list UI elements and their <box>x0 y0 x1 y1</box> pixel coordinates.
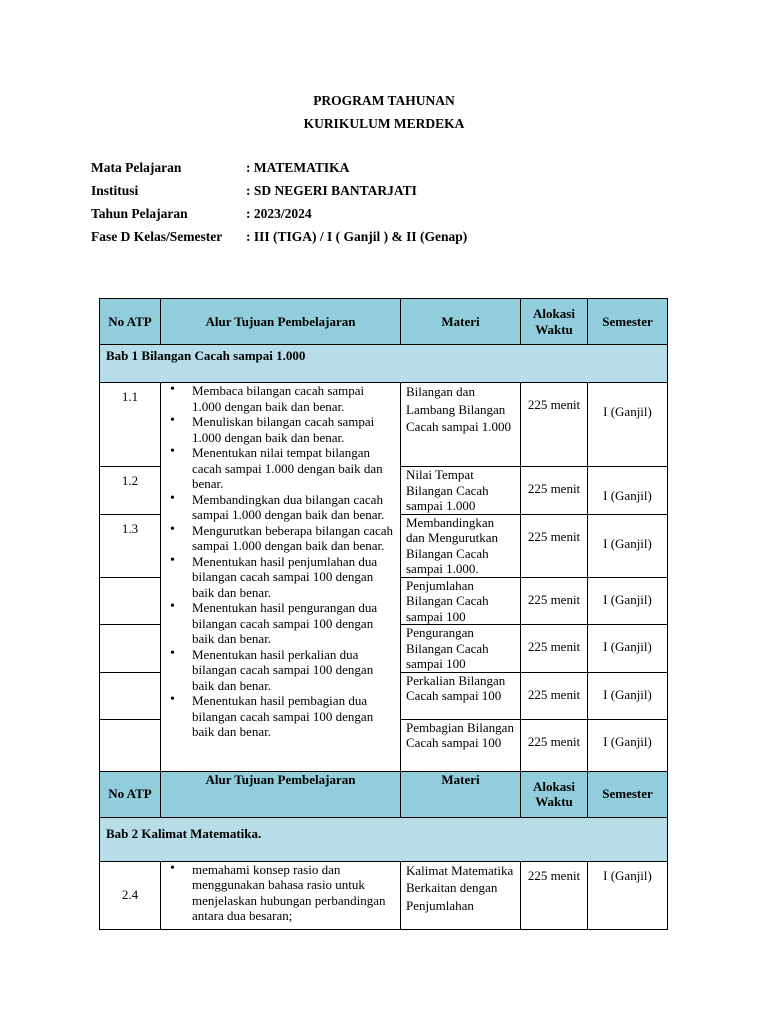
header-no: No ATP <box>100 299 161 345</box>
atp-number <box>100 625 161 673</box>
table-row <box>100 383 668 467</box>
info-label: Fase D Kelas/Semester <box>91 229 223 244</box>
alokasi-cell: 225 menit <box>521 625 588 673</box>
semester-cell: I (Ganjil) <box>588 467 668 515</box>
alokasi-cell: 225 menit <box>521 672 588 719</box>
semester-cell: I (Ganjil) <box>588 577 668 625</box>
info-row <box>91 229 467 252</box>
tujuan-list <box>161 862 400 924</box>
semester-cell: I (Ganjil) <box>588 672 668 719</box>
list-item: • Menentukan hasil pengurangan dua bilangan cacah sampai 100 dengan baik dan benar. <box>192 600 396 647</box>
materi-cell: Bilangan dan Lambang Bilangan Cacah sampai 1.000 <box>401 383 521 467</box>
header-semester: Semester <box>588 299 668 345</box>
atp-number <box>100 672 161 719</box>
list-item: • Membaca bilangan cacah sampai 1.000 dengan baik dan benar. <box>192 383 396 414</box>
semester-cell: I (Ganjil) <box>588 383 668 467</box>
document-title: PROGRAM TAHUNAN <box>313 93 455 108</box>
header-row <box>100 771 668 817</box>
materi-cell: Pengurangan Bilangan Cacah sampai 100 <box>401 625 521 673</box>
info-label: Mata Pelajaran <box>91 160 182 175</box>
header-alur: Alur Tujuan Pembelajaran <box>161 299 401 345</box>
list-item: • Menuliskan bilangan cacah sampai 1.000 dengan baik dan benar. <box>192 414 396 445</box>
semester-cell: I (Ganjil) <box>588 719 668 771</box>
list-item: • Menentukan hasil perkalian dua bilangan cacah sampai 100 dengan baik dan benar. <box>192 647 396 694</box>
info-row <box>91 206 467 229</box>
atp-number: 2.4 <box>100 861 161 929</box>
alokasi-cell: 225 menit <box>521 719 588 771</box>
alokasi-cell: 225 menit <box>521 383 588 467</box>
document-subtitle: KURIKULUM MERDEKA <box>303 116 465 131</box>
list-item: • Menentukan hasil pembagian dua bilangan cacah sampai 100 dengan baik dan benar. <box>192 693 396 740</box>
tujuan-list <box>161 383 400 740</box>
materi-cell: Kalimat Matematika Berkaitan dengan Penjumlahan <box>401 861 521 929</box>
list-item: • Menentukan nilai tempat bilangan cacah sampai 1.000 dengan baik dan benar. <box>192 445 396 492</box>
info-label: Tahun Pelajaran <box>91 206 188 221</box>
atp-number: 1.2 <box>100 467 161 515</box>
program-table <box>99 298 668 930</box>
semester-cell: I (Ganjil) <box>588 514 668 577</box>
info-row <box>91 183 467 206</box>
chapter-title: Bab 1 Bilangan Cacah sampai 1.000 <box>100 345 668 383</box>
semester-cell: I (Ganjil) <box>588 625 668 673</box>
chapter-row <box>100 817 668 861</box>
header-semester: Semester <box>588 771 668 817</box>
tujuan-cell <box>161 383 401 772</box>
materi-cell: Perkalian Bilangan Cacah sampai 100 <box>401 672 521 719</box>
materi-cell: Nilai Tempat Bilangan Cacah sampai 1.000 <box>401 467 521 515</box>
semester-cell: I (Ganjil) <box>588 861 668 929</box>
info-row <box>91 160 467 183</box>
atp-number: 1.3 <box>100 514 161 577</box>
info-value: : MATEMATIKA <box>246 160 350 175</box>
atp-number <box>100 577 161 625</box>
list-item: • Menentukan hasil penjumlahan dua bilangan cacah sampai 100 dengan baik dan benar. <box>192 554 396 601</box>
info-value: : III (TIGA) / I ( Ganjil ) & II (Genap) <box>246 229 468 244</box>
alokasi-cell: 225 menit <box>521 577 588 625</box>
header-row <box>100 299 668 345</box>
atp-number: 1.1 <box>100 383 161 467</box>
alokasi-cell: 225 menit <box>521 467 588 515</box>
header-materi: Materi <box>401 299 521 345</box>
materi-cell: Membandingkan dan Mengurutkan Bilangan Cacah sampai 1.000. <box>401 514 521 577</box>
info-label: Institusi <box>91 183 139 198</box>
info-value: : SD NEGERI BANTARJATI <box>246 183 417 198</box>
header-materi: Materi <box>401 771 521 817</box>
alokasi-cell: 225 menit <box>521 861 588 929</box>
materi-cell: Pembagian Bilangan Cacah sampai 100 <box>401 719 521 771</box>
info-value: : 2023/2024 <box>246 206 312 221</box>
list-item: • Membandingkan dua bilangan cacah sampai 1.000 dengan baik dan benar. <box>192 492 396 523</box>
header-alur: Alur Tujuan Pembelajaran <box>161 771 401 817</box>
header-alokasi: Alokasi Waktu <box>521 299 588 345</box>
list-item: • Mengurutkan beberapa bilangan cacah sampai 1.000 dengan baik dan benar. <box>192 523 396 554</box>
alokasi-cell: 225 menit <box>521 514 588 577</box>
table-row <box>100 861 668 929</box>
chapter-title: Bab 2 Kalimat Matematika. <box>100 817 668 861</box>
list-item: • memahami konsep rasio dan menggunakan bahasa rasio untuk menjelaskan hubungan perbandingan antara dua besaran; <box>192 862 396 924</box>
chapter-row <box>100 345 668 383</box>
tujuan-cell <box>161 861 401 929</box>
info-block <box>91 160 467 252</box>
atp-number <box>100 719 161 771</box>
header-no: No ATP <box>100 771 161 817</box>
materi-cell: Penjumlahan Bilangan Cacah sampai 100 <box>401 577 521 625</box>
header-alokasi: Alokasi Waktu <box>521 771 588 817</box>
